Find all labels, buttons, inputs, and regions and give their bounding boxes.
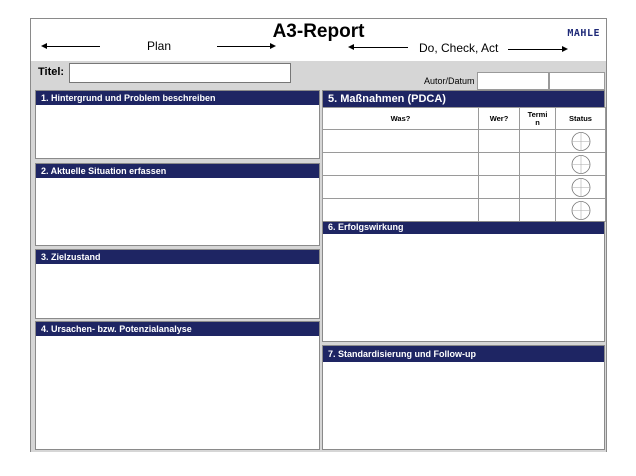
section-3-heading: 3. Zielzustand <box>36 250 319 264</box>
section-5-heading: 5. Maßnahmen (PDCA) <box>323 91 604 107</box>
pdca-circle-icon[interactable] <box>570 200 592 221</box>
pdca-header-row <box>323 108 606 130</box>
pdca-row <box>323 130 606 153</box>
section-7-heading: 7. Standardisierung und Follow-up <box>323 346 604 362</box>
pdca-cell-status[interactable] <box>556 130 606 153</box>
section-2-heading: 2. Aktuelle Situation erfassen <box>36 164 319 178</box>
pdca-cell-wer[interactable] <box>479 153 520 176</box>
col-wer: Wer? <box>479 108 520 130</box>
do-right-arrow-icon <box>508 49 566 50</box>
pdca-cell-status[interactable] <box>556 199 606 222</box>
col-was: Was? <box>323 108 479 130</box>
pdca-circle-icon[interactable] <box>570 154 592 175</box>
plan-right-arrow-icon <box>217 46 274 47</box>
pdca-cell-wer[interactable] <box>479 130 520 153</box>
section-7-panel[interactable] <box>322 345 605 450</box>
pdca-row <box>323 176 606 199</box>
section-4-panel[interactable] <box>35 321 320 450</box>
section-3-panel[interactable] <box>35 249 320 319</box>
pdca-circle-icon[interactable] <box>570 131 592 152</box>
pdca-circle-icon[interactable] <box>570 177 592 198</box>
pdca-cell-was[interactable] <box>323 199 479 222</box>
pdca-cell-termin[interactable] <box>520 199 556 222</box>
pdca-cell-wer[interactable] <box>479 176 520 199</box>
col-status: Status <box>556 108 606 130</box>
pdca-cell-status[interactable] <box>556 153 606 176</box>
section-6-panel[interactable] <box>322 221 605 342</box>
pdca-cell-was[interactable] <box>323 130 479 153</box>
report-title: A3-Report <box>272 21 365 42</box>
pdca-cell-termin[interactable] <box>520 130 556 153</box>
pdca-cell-termin[interactable] <box>520 153 556 176</box>
section-6-heading: 6. Erfolgswirkung <box>323 222 604 234</box>
pdca-table <box>322 107 606 222</box>
col-termin: Termi n <box>520 108 556 130</box>
phase-plan-label: Plan <box>147 39 172 53</box>
pdca-row <box>323 153 606 176</box>
autor-input[interactable] <box>477 72 549 90</box>
section-4-heading: 4. Ursachen- bzw. Potenzialanalyse <box>36 322 319 336</box>
titel-input[interactable] <box>69 63 291 83</box>
pdca-cell-was[interactable] <box>323 176 479 199</box>
pdca-row <box>323 199 606 222</box>
plan-left-arrow-icon <box>43 46 100 47</box>
section-2-panel[interactable] <box>35 163 320 246</box>
mahle-logo: MAHLE <box>567 28 600 39</box>
pdca-cell-was[interactable] <box>323 153 479 176</box>
do-left-arrow-icon <box>350 47 408 48</box>
section-1-panel[interactable] <box>35 90 320 159</box>
pdca-cell-wer[interactable] <box>479 199 520 222</box>
pdca-cell-termin[interactable] <box>520 176 556 199</box>
titel-label: Titel: <box>38 66 65 78</box>
section-1-heading: 1. Hintergrund und Problem beschreiben <box>36 91 319 105</box>
a3-report-sheet <box>30 18 607 452</box>
pdca-cell-status[interactable] <box>556 176 606 199</box>
datum-input[interactable] <box>549 72 605 90</box>
phase-do-check-act-label: Do, Check, Act <box>419 41 499 55</box>
autor-datum-label: Autor/Datum <box>424 76 475 86</box>
